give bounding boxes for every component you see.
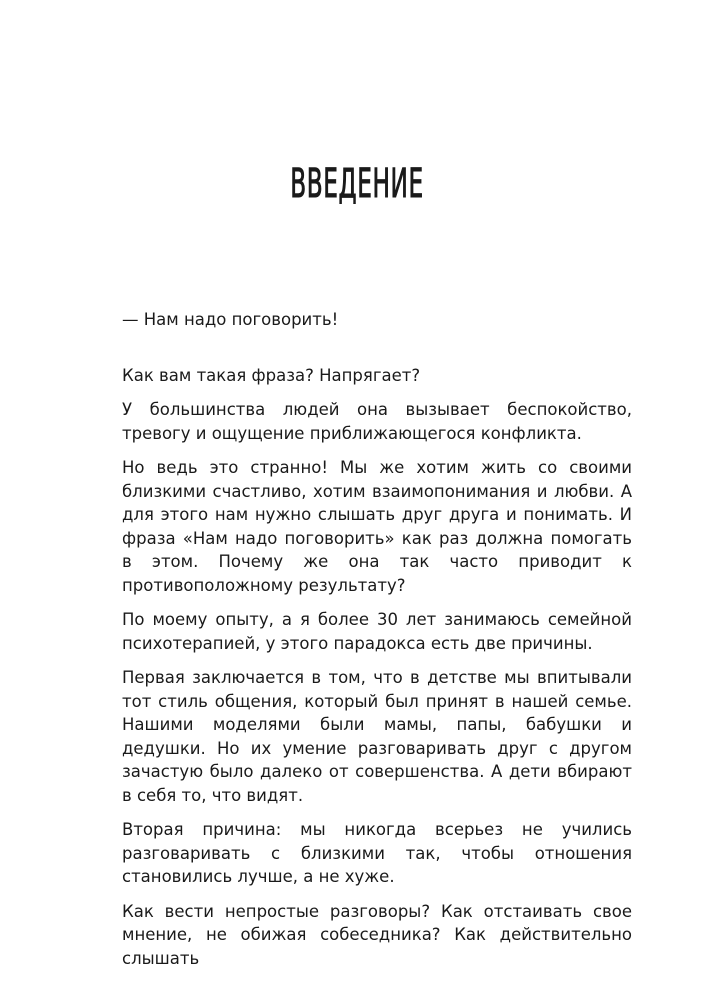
paragraph: Но ведь это странно! Мы же хотим жить со своими близкими счастливо, хотим взаимопонимания и любви. А для этого нам нужно слышать друг друга и понимать. И фраза «Нам надо поговорить» как раз должна помогать в этом. Почему же она так часто приводит к противоположному результату? (122, 458, 632, 595)
chapter-title: ВВЕДЕНИЕ (290, 161, 424, 207)
paragraph: Как вам такая фраза? Напрягает? (122, 365, 421, 385)
paragraph: По моему опыту, а я более 30 лет занимаюсь семейной психотерапией, у этого парадокса есть две причины. (122, 610, 632, 653)
paragraph: У большинства людей она вызывает беспокойство, тревогу и ощущение приближающегося конфликта. (122, 400, 632, 443)
paragraph: Вторая причина: мы никогда всерьез не учились разговаривать с близкими так, чтобы отношения становились лучше, а не хуже. (122, 820, 632, 886)
body-text (122, 308, 632, 981)
paragraph-opening-line: — Нам надо поговорить! (122, 310, 339, 329)
paragraph-continued: Как вести непростые разговоры? Как отстаивать свое мнение, не обижая собеседника? Как действительно слышать (122, 901, 632, 968)
paragraph: Первая заключается в том, что в детстве мы впитывали тот стиль общения, который был принят в нашей семье. Нашими моделями были мамы, папы, бабушки и дедушки. Но их умение разговаривать друг с другом зачастую было далеко от совершенства. А дети вбирают в себя то, что видят. (122, 668, 632, 805)
